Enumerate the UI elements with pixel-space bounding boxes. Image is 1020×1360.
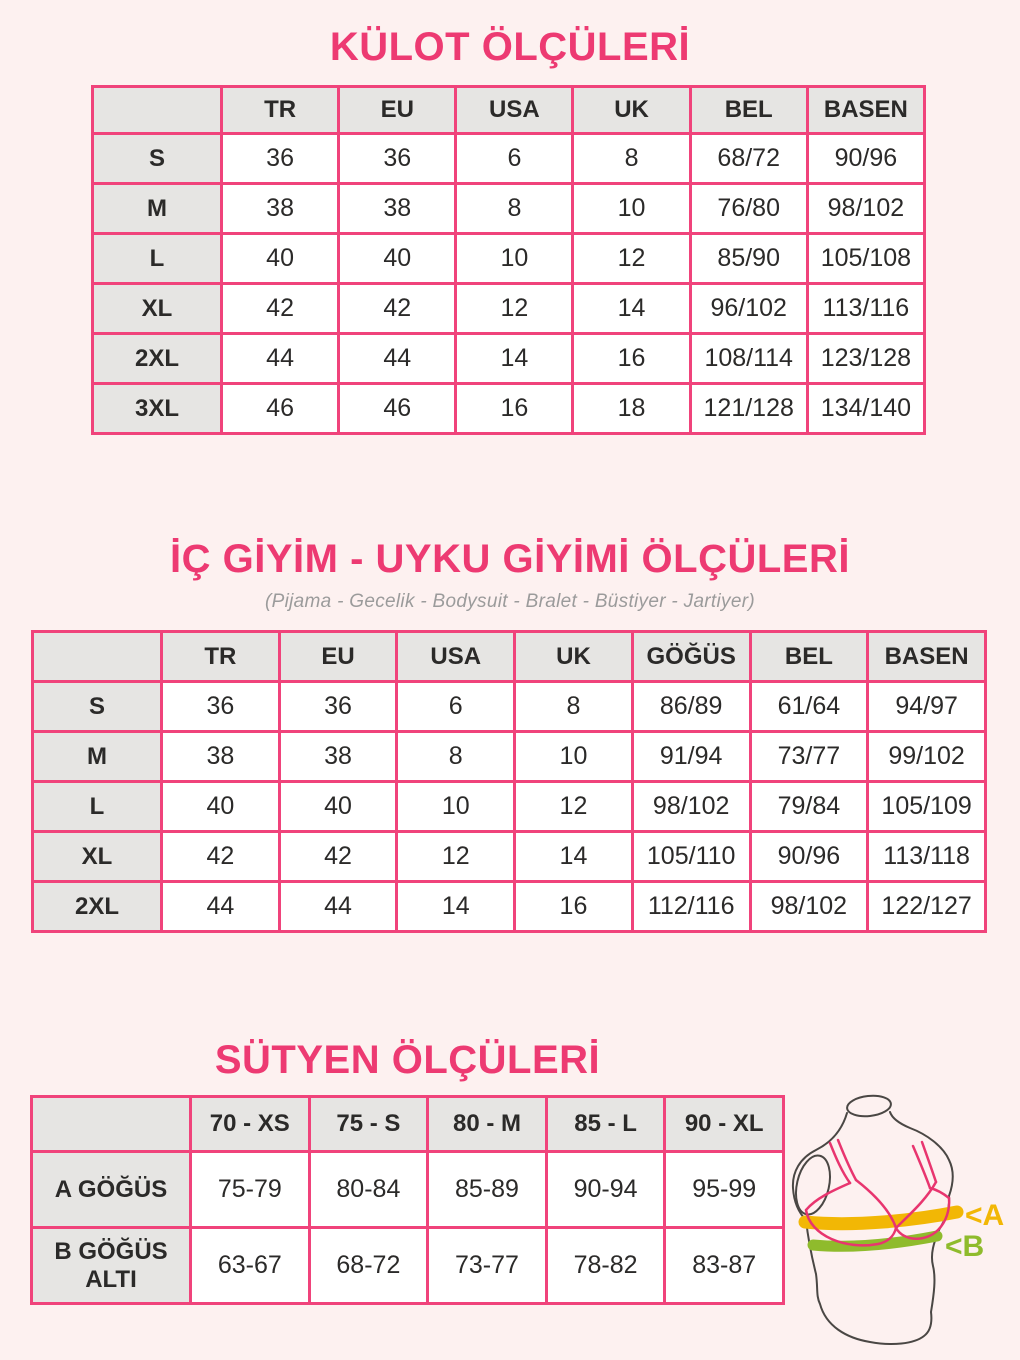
column-header: EU xyxy=(339,87,456,134)
band-b-label: <B xyxy=(945,1230,985,1263)
size-cell: 6 xyxy=(397,682,515,732)
column-header: UK xyxy=(573,87,690,134)
size-cell: 91/94 xyxy=(632,732,750,782)
column-header: BASEN xyxy=(807,87,924,134)
size-cell: 96/102 xyxy=(690,284,807,334)
sutyen-section-title: SÜTYEN ÖLÇÜLERİ xyxy=(214,1038,601,1082)
size-cell: 68/72 xyxy=(690,134,807,184)
size-cell: 8 xyxy=(515,682,633,732)
size-cell: 105/110 xyxy=(632,832,750,882)
size-cell: 73/77 xyxy=(750,732,868,782)
column-header: GÖĞÜS xyxy=(632,632,750,682)
column-header: UK xyxy=(515,632,633,682)
size-cell: 18 xyxy=(573,384,690,434)
size-cell: 122/127 xyxy=(868,882,986,932)
column-header: 70 - XS xyxy=(191,1097,310,1152)
column-header: EU xyxy=(279,632,397,682)
header-row xyxy=(93,87,925,134)
size-cell: 105/108 xyxy=(807,234,924,284)
size-cell: 63-67 xyxy=(191,1228,310,1304)
size-cell: 36 xyxy=(222,134,339,184)
size-cell: 86/89 xyxy=(632,682,750,732)
row-label: M xyxy=(93,184,222,234)
size-cell: 12 xyxy=(456,284,573,334)
row-label: XL xyxy=(93,284,222,334)
size-cell: 16 xyxy=(515,882,633,932)
row-label: S xyxy=(93,134,222,184)
size-cell: 10 xyxy=(573,184,690,234)
row-label: B GÖĞÜS ALTI xyxy=(32,1228,191,1304)
column-header: TR xyxy=(162,632,280,682)
column-header: 80 - M xyxy=(428,1097,547,1152)
size-cell: 42 xyxy=(222,284,339,334)
size-cell: 40 xyxy=(279,782,397,832)
column-header xyxy=(33,632,162,682)
table-row xyxy=(93,234,925,284)
size-cell: 38 xyxy=(339,184,456,234)
size-cell: 40 xyxy=(222,234,339,284)
kulot-section-title: KÜLOT ÖLÇÜLERİ xyxy=(329,25,691,69)
size-cell: 10 xyxy=(515,732,633,782)
bra-measurement-diagram-illustration xyxy=(786,1078,1020,1360)
size-cell: 42 xyxy=(279,832,397,882)
column-header: USA xyxy=(397,632,515,682)
header-row xyxy=(32,1097,784,1152)
table-row xyxy=(33,732,986,782)
size-cell: 76/80 xyxy=(690,184,807,234)
size-cell: 83-87 xyxy=(665,1228,784,1304)
size-cell: 94/97 xyxy=(868,682,986,732)
row-label: L xyxy=(93,234,222,284)
ic-giyim-section-title: İÇ GİYİM - UYKU GİYİMİ ÖLÇÜLERİ xyxy=(170,537,850,581)
table-row xyxy=(93,284,925,334)
column-header: BEL xyxy=(750,632,868,682)
header-row xyxy=(33,632,986,682)
size-cell: 14 xyxy=(573,284,690,334)
size-cell: 113/116 xyxy=(807,284,924,334)
size-cell: 36 xyxy=(162,682,280,732)
size-cell: 98/102 xyxy=(632,782,750,832)
size-cell: 80-84 xyxy=(309,1152,428,1228)
size-cell: 46 xyxy=(339,384,456,434)
column-header xyxy=(93,87,222,134)
size-cell: 10 xyxy=(397,782,515,832)
column-header: 75 - S xyxy=(309,1097,428,1152)
row-label: 2XL xyxy=(33,882,162,932)
size-cell: 90-94 xyxy=(546,1152,665,1228)
column-header xyxy=(32,1097,191,1152)
table-row xyxy=(33,682,986,732)
size-cell: 46 xyxy=(222,384,339,434)
band-a-chest-line xyxy=(805,1212,957,1224)
size-cell: 134/140 xyxy=(807,384,924,434)
size-cell: 112/116 xyxy=(632,882,750,932)
size-cell: 44 xyxy=(339,334,456,384)
ic-giyim-section-subtitle: (Pijama - Gecelik - Bodysuit - Bralet - Büstiyer - Jartiyer) xyxy=(265,591,755,612)
size-cell: 108/114 xyxy=(690,334,807,384)
size-cell: 73-77 xyxy=(428,1228,547,1304)
table-row xyxy=(33,782,986,832)
size-cell: 98/102 xyxy=(807,184,924,234)
size-cell: 113/118 xyxy=(868,832,986,882)
size-cell: 42 xyxy=(339,284,456,334)
size-cell: 85-89 xyxy=(428,1152,547,1228)
size-cell: 105/109 xyxy=(868,782,986,832)
size-cell: 44 xyxy=(222,334,339,384)
table-row xyxy=(93,184,925,234)
row-label: L xyxy=(33,782,162,832)
size-cell: 40 xyxy=(162,782,280,832)
table-row xyxy=(93,384,925,434)
size-cell: 85/90 xyxy=(690,234,807,284)
size-cell: 14 xyxy=(456,334,573,384)
size-cell: 44 xyxy=(162,882,280,932)
size-cell: 79/84 xyxy=(750,782,868,832)
size-cell: 90/96 xyxy=(807,134,924,184)
size-cell: 12 xyxy=(573,234,690,284)
size-cell: 36 xyxy=(339,134,456,184)
row-label: A GÖĞÜS xyxy=(32,1152,191,1228)
size-cell: 12 xyxy=(515,782,633,832)
table-row xyxy=(33,882,986,932)
size-cell: 36 xyxy=(279,682,397,732)
size-cell: 16 xyxy=(573,334,690,384)
size-cell: 68-72 xyxy=(309,1228,428,1304)
table-row xyxy=(32,1228,784,1304)
size-cell: 99/102 xyxy=(868,732,986,782)
size-cell: 14 xyxy=(515,832,633,882)
size-cell: 16 xyxy=(456,384,573,434)
kulot-size-table xyxy=(91,85,926,435)
size-cell: 8 xyxy=(573,134,690,184)
size-cell: 61/64 xyxy=(750,682,868,732)
column-header: 90 - XL xyxy=(665,1097,784,1152)
size-cell: 38 xyxy=(162,732,280,782)
column-header: USA xyxy=(456,87,573,134)
row-label: 3XL xyxy=(93,384,222,434)
size-cell: 38 xyxy=(222,184,339,234)
size-cell: 10 xyxy=(456,234,573,284)
size-cell: 75-79 xyxy=(191,1152,310,1228)
column-header: BEL xyxy=(690,87,807,134)
size-cell: 8 xyxy=(397,732,515,782)
size-cell: 78-82 xyxy=(546,1228,665,1304)
row-label: XL xyxy=(33,832,162,882)
size-cell: 40 xyxy=(339,234,456,284)
table-row xyxy=(93,334,925,384)
size-cell: 14 xyxy=(397,882,515,932)
size-cell: 6 xyxy=(456,134,573,184)
table-row xyxy=(33,832,986,882)
band-a-label: <A xyxy=(965,1199,1005,1232)
size-cell: 98/102 xyxy=(750,882,868,932)
ic-giyim-size-table xyxy=(31,630,987,933)
row-label: 2XL xyxy=(93,334,222,384)
size-cell: 38 xyxy=(279,732,397,782)
column-header: TR xyxy=(222,87,339,134)
column-header: BASEN xyxy=(868,632,986,682)
sutyen-size-table xyxy=(30,1095,785,1305)
size-cell: 8 xyxy=(456,184,573,234)
size-cell: 42 xyxy=(162,832,280,882)
size-cell: 95-99 xyxy=(665,1152,784,1228)
row-label: S xyxy=(33,682,162,732)
size-cell: 123/128 xyxy=(807,334,924,384)
size-cell: 44 xyxy=(279,882,397,932)
size-cell: 12 xyxy=(397,832,515,882)
table-row xyxy=(93,134,925,184)
size-cell: 90/96 xyxy=(750,832,868,882)
column-header: 85 - L xyxy=(546,1097,665,1152)
row-label: M xyxy=(33,732,162,782)
size-cell: 121/128 xyxy=(690,384,807,434)
table-row xyxy=(32,1152,784,1228)
